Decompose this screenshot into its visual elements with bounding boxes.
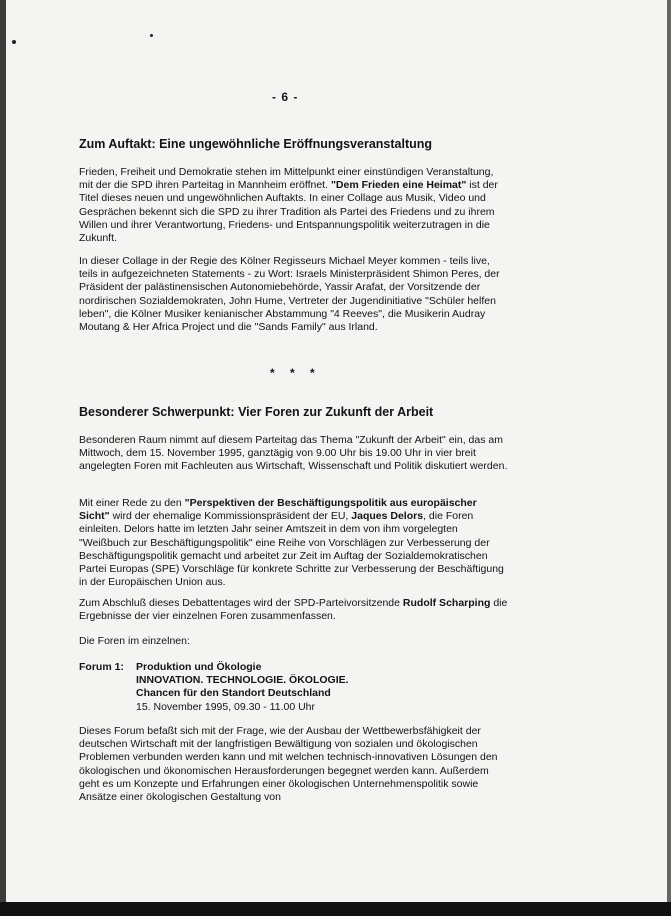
scan-speck xyxy=(12,40,16,44)
page-number: - 6 - xyxy=(272,90,299,104)
section1-p1-text-c: ist der Titel dieses neuen und ungewöhnlichen Auftakts. In einer Collage aus Musik, Video und Gesprächen bekennt sich die SPD zu ihrer Tradition als Partei des Friedens und zu ihrem Willen und ihrer Verantwortung, Friedens- und Entspannungspolitik weiterzutragen in die Zukunft. xyxy=(79,179,498,245)
section2-p2-text-c: wird der ehemalige Kommissionspräsident der EU, xyxy=(109,510,352,523)
section1-p1-bold-title: "Dem Frieden eine Heimat" xyxy=(330,179,467,192)
section2-p2-bold-name: Jaques Delors xyxy=(351,510,424,523)
forum1-subtitle: INNOVATION. TECHNOLOGIE. ÖKOLOGIE. xyxy=(136,674,349,687)
scan-edge-left xyxy=(0,0,6,916)
section2-p2-text-a: Mit einer Rede zu den xyxy=(79,497,185,509)
section2-p3-text-c: die Ergebnisse der vier einzelnen Foren zusammenfassen. xyxy=(79,597,508,623)
forum1-details xyxy=(136,661,349,714)
section2-paragraph4: Die Foren im einzelnen: xyxy=(79,635,190,647)
section2-paragraph5: Dieses Forum befaßt sich mit der Frage, wie der Ausbau der Wettbewerbsfähigkeit der deutschen Wirtschaft mit der langfristigen Bewältigung von sozialen und ökologischen Problemen verbunden werden kann und mit welchen technisch-innovativen Lösungen den ökologischen und ökonomischen Herausforderungen begegnet werden kann. Außerdem geht es um Konzepte und Erfahrungen einer ökologischen Unternehmenspolitik sowie Ansätze einer ökologischen Gestaltung von xyxy=(79,725,498,804)
section2-p2-text-e: , die Foren einleiten. Delors hatte im letzten Jahr seiner Amtszeit in dem von ihm vorgelegten "Weißbuch zur Beschäftigungspolitik" eine Reihe von Vorschlägen zur Verbesserung der Beschäftigungspolitik gemacht und arbeitet zur Zeit im Auftag der Sozialdemokratischen Partei Europas (SPE) Vorschläge für konkrete Schritte zur Verbesserung der Beschäftigung in der Europäischen Union aus. xyxy=(79,510,504,589)
section2-p3-text-a: Zum Abschluß dieses Debattentages wird der SPD-Parteivorsitzende xyxy=(79,597,403,609)
section2-paragraph1: Besonderen Raum nimmt auf diesem Parteitag das Thema "Zukunft der Arbeit" ein, das am Mittwoch, dem 15. November 1995, ganztägig von 9.00 Uhr bis 19.00 Uhr in vier breit angelegten Foren mit Fachleuten aus Wirtschaft, Wissenschaft und Politik diskutiert werden. xyxy=(79,434,508,473)
section2-paragraph3 xyxy=(79,597,509,623)
forum1-title: Produktion und Ökologie xyxy=(136,661,262,673)
scan-speck xyxy=(150,34,153,37)
section2-heading: Besonderer Schwerpunkt: Vier Foren zur Zukunft der Arbeit xyxy=(79,405,434,419)
scan-edge-right xyxy=(667,0,671,916)
forum1-date: 15. November 1995, 09.30 - 11.00 Uhr xyxy=(136,700,315,713)
section1-heading: Zum Auftakt: Eine ungewöhnliche Eröffnungsveranstaltung xyxy=(79,137,433,151)
section2-p2-bold-topic: "Perspektiven der Beschäftigungspolitik aus europäischer Sicht" xyxy=(79,497,477,523)
section1-paragraph2: In dieser Collage in der Regie des Kölner Regisseurs Michael Meyer kommen - teils live, teils in aufgezeichneten Statements - zu Wort: Israels Ministerpräsident Shimon Peres, der Präsident der palästinensischen Autonomiebehörde, Yassir Arafat, der Vorsitzende der nordirischen Sozialdemokraten, John Hume, Vertreter der Jugendinitiative "Schüler helfen leben", die Kölner Musiker kenianischer Abstammung "4 Reeves", die Musikerin Audray Moutang & Her Africa Project und die "Sands Family" aus Irland. xyxy=(79,255,500,334)
section-separator: * * * xyxy=(270,366,321,380)
section2-p3-bold-name: Rudolf Scharping xyxy=(402,597,491,609)
forum1-tagline: Chancen für den Standort Deutschland xyxy=(136,687,331,700)
section1-p1-text-a: Frieden, Freiheit und Demokratie stehen im Mittelpunkt einer einstündigen Veranstaltung, mit der die SPD ihren Parteitag in Mannheim eröffnet. xyxy=(79,166,494,192)
section2-paragraph2 xyxy=(79,497,509,589)
section1-paragraph1 xyxy=(79,166,509,245)
forum1-label: Forum 1: xyxy=(79,661,124,673)
scan-edge-bottom xyxy=(0,902,671,916)
